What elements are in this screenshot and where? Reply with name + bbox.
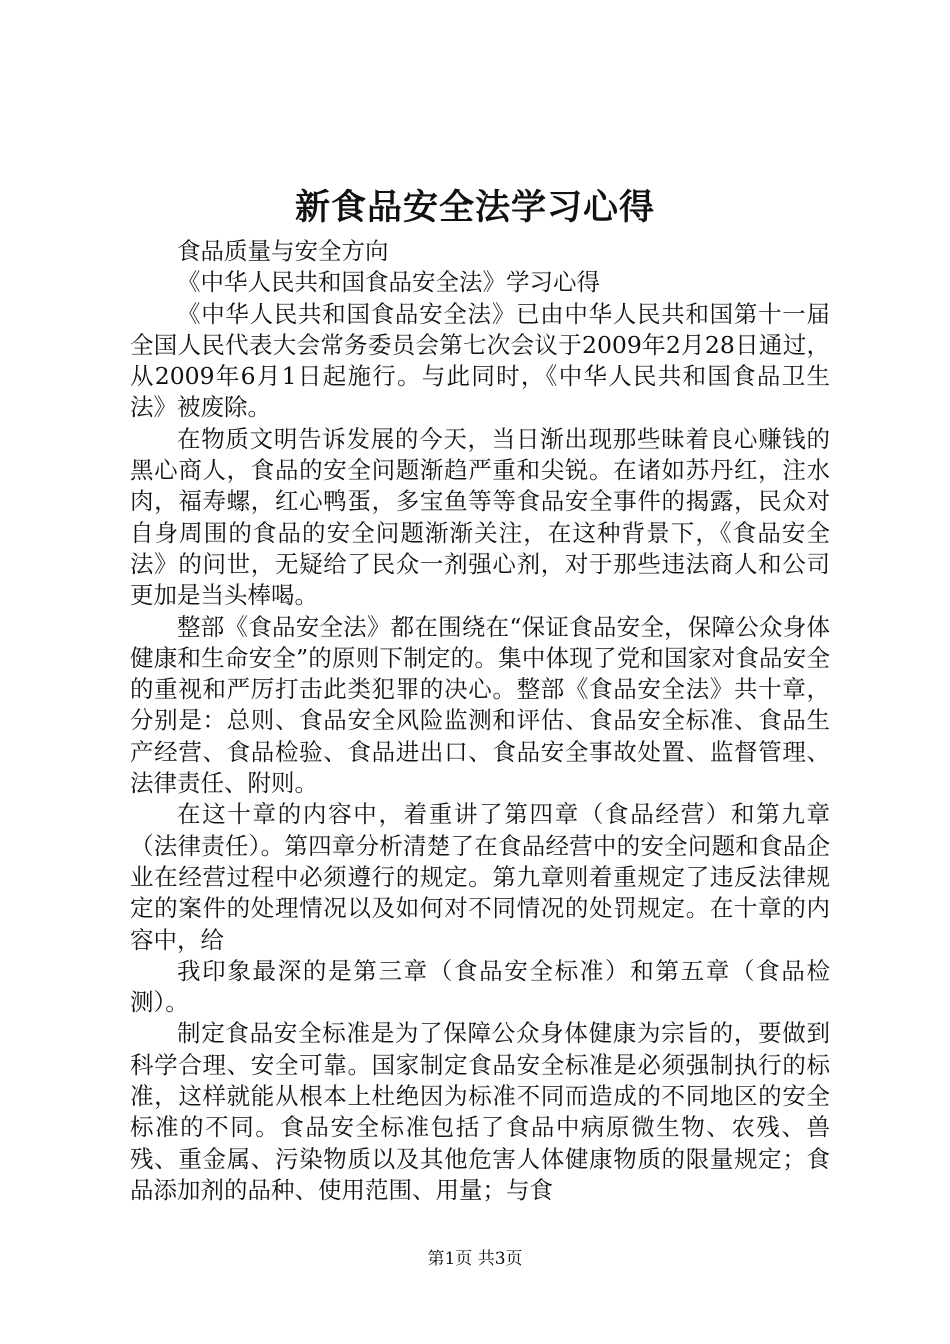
document-body	[130, 236, 830, 1206]
paragraph-subtitle-heading: 《中华人民共和国食品安全法》学习心得	[177, 268, 600, 297]
paragraph-structure: 整部《食品安全法》都在围绕在“保证食品安全，保障公众身体健康和生命安全”的原则下制定的。集中体现了党和国家对食品安全的重视和严厉打击此类犯罪的决心。整部《食品安全法》共十章，分别是：总则、食品安全风险监测和评估、食品安全标准、食品生产经营、食品检验、食品进出口、食品安全事故处置、监督管理、法律责任、附则。	[130, 612, 830, 798]
paragraph-subtitle-major: 食品质量与安全方向	[177, 237, 389, 265]
page-number-footer: 第1页 共3页	[427, 1249, 523, 1269]
paragraph-standards: 制定食品安全标准是为了保障公众身体健康为宗旨的，要做到科学合理、安全可靠。国家制定食品安全标准是必须强制执行的标准，这样就能从根本上杜绝因为标准不同而造成的不同地区的安全标准的不同。食品安全标准包括了食品中病原微生物、农残、兽残、重金属、污染物质以及其他危害人体健康物质的限量规定；食品添加剂的品种、使用范围、用量；与食	[130, 1019, 830, 1204]
document-title: 新食品安全法学习心得	[294, 187, 655, 228]
paragraph-intro: 《中华人民共和国食品安全法》已由中华人民共和国第十一届全国人民代表大会常务委员会第七次会议于2009年2月28日通过，从2009年6月1日起施行。与此同时，《中华人民共和国食品卫生法》被废除。	[130, 299, 830, 422]
paragraph-background: 在物质文明告诉发展的今天，当日渐出现那些昧着良心赚钱的黑心商人，食品的安全问题渐趋严重和尖锐。在诸如苏丹红，注水肉，福寿螺，红心鸭蛋，多宝鱼等等食品安全事件的揭露，民众对自身周围的食品的安全问题渐渐关注，在这种背景下，《食品安全法》的问世，无疑给了民众一剂强心剂，对于那些违法商人和公司更加是当头棒喝。	[130, 424, 830, 610]
paragraph-impression: 我印象最深的是第三章（食品安全标准）和第五章（食品检测）。	[130, 956, 830, 1017]
paragraph-key-chapters: 在这十章的内容中，着重讲了第四章（食品经营）和第九章（法律责任）。第四章分析清楚了在食品经营中的安全问题和食品企业在经营过程中必须遵行的规定。第九章则着重规定了违反法律规定的案件的处理情况以及如何对不同情况的处罚规定。在十章的内容中，给	[130, 800, 830, 954]
